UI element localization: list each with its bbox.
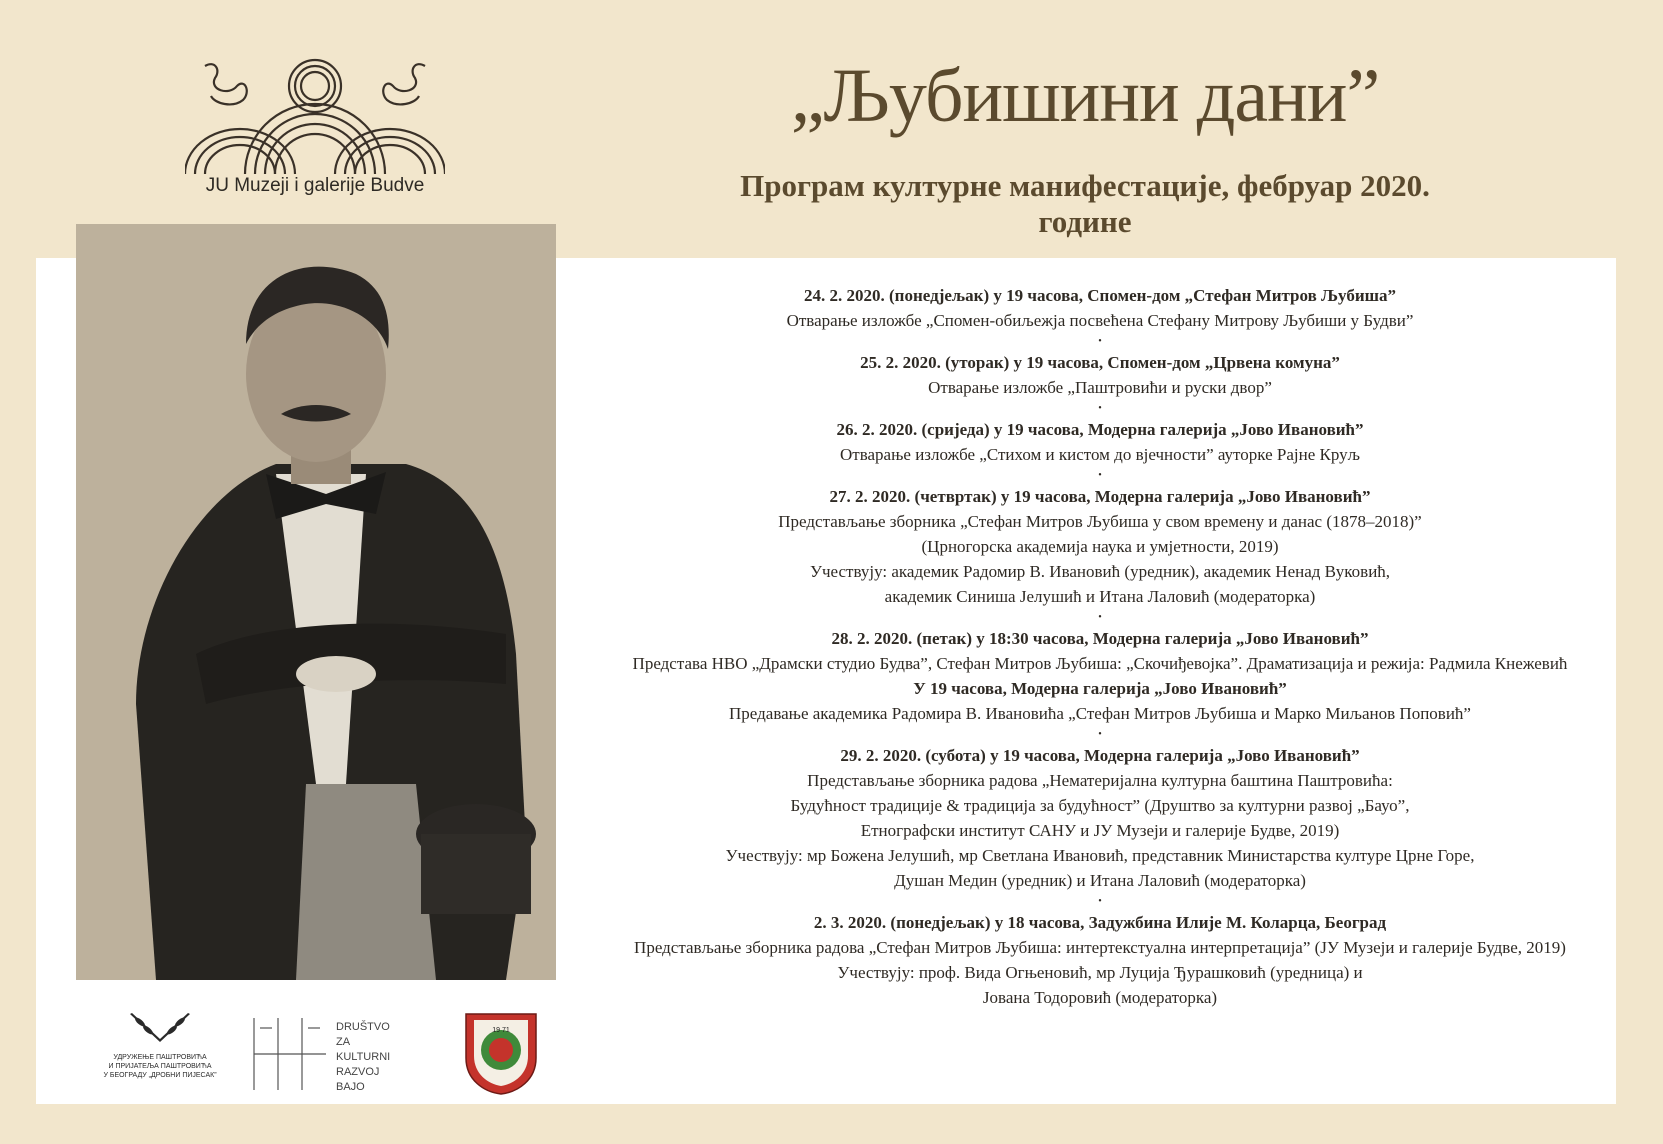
sponsor-text: BAJO bbox=[336, 1081, 365, 1093]
sponsor-text: RAZVOJ bbox=[336, 1066, 380, 1078]
event-subheading: У 19 часова, Модерна галерија „Јово Ивановић” bbox=[913, 679, 1287, 698]
event-line: Учествују: мр Божена Јелушић, мр Светлана Ивановић, представник Министарства културе Црне Горе, bbox=[725, 846, 1475, 865]
separator-dot: • bbox=[1098, 729, 1102, 740]
event-4 bbox=[600, 484, 1600, 609]
sponsor-academy-seal bbox=[458, 1010, 544, 1096]
separator-dot: • bbox=[1098, 336, 1102, 347]
event-line: академик Синиша Јелушић и Итана Лаловић (модераторка) bbox=[884, 587, 1316, 606]
event-heading: 2. 3. 2020. (понедјељак) у 18 часова, Задужбина Илије М. Коларца, Београд bbox=[813, 913, 1387, 932]
museum-name: JU Muzeji i galerije Budve bbox=[205, 175, 425, 196]
sponsor-text: ZA bbox=[336, 1036, 351, 1048]
event-6 bbox=[600, 743, 1600, 893]
event-line: Душан Медин (уредник) и Итана Лаловић (модераторка) bbox=[894, 871, 1306, 890]
separator-dot: • bbox=[1098, 896, 1102, 907]
event-heading: 29. 2. 2020. (субота) у 19 часова, Модерна галерија „Јово Ивановић” bbox=[840, 746, 1360, 765]
event-line: Отварање изложбе „Спомен-обиљежја посвећена Стефану Митрову Љубиши у Будви” bbox=[786, 311, 1414, 330]
sponsor-text: И ПРИЈАТЕЉА ПАШТРОВИЋА bbox=[108, 1063, 212, 1070]
event-line: Представљање зборника „Стефан Митров Љубиша у свом времену и данас (1878–2018)” bbox=[778, 512, 1422, 531]
event-heading: 24. 2. 2020. (понедјељак) у 19 часова, Спомен-дом „Стефан Митров Љубиша” bbox=[804, 286, 1396, 305]
event-7 bbox=[600, 910, 1600, 1010]
event-line: Етнографски институт САНУ и ЈУ Музеји и галерије Будве, 2019) bbox=[860, 821, 1340, 840]
sponsor-bajo bbox=[252, 1016, 402, 1092]
sponsor-text: УДРУЖЕЊЕ ПАШТРОВИЋА bbox=[113, 1054, 207, 1061]
page-title: „Љубишини дани” bbox=[790, 54, 1380, 138]
event-heading: 28. 2. 2020. (петак) у 18:30 часова, Модерна галерија „Јово Ивановић” bbox=[831, 629, 1369, 648]
event-heading: 25. 2. 2020. (уторак) у 19 часова, Спомен-дом „Црвена комуна” bbox=[860, 353, 1340, 372]
page-subtitle: Програм културне манифестације, фебруар 2020. године bbox=[740, 168, 1430, 239]
event-line: Представљање зборника радова „Стефан Митров Љубиша: интертекстуална интерпретација” (ЈУ Музеји и галерије Будве, 2019) bbox=[634, 938, 1566, 957]
seal-year: 19 71 bbox=[492, 1027, 510, 1034]
sponsor-text: У БЕОГРАДУ „ДРОБНИ ПИЈЕСАК” bbox=[103, 1072, 217, 1079]
event-line: Отварање изложбе „Паштровићи и руски двор” bbox=[928, 378, 1272, 397]
laurel-icon bbox=[100, 1010, 220, 1044]
event-5 bbox=[600, 626, 1600, 726]
event-line: Представа НВО „Драмски студио Будва”, Стефан Митров Љубиша: „Скочиђевојка”. Драматизација и режија: Радмила Кнежевић bbox=[632, 654, 1568, 673]
event-line: Учествују: проф. Вида Огњеновић, мр Луција Ђурашковић (уредница) и bbox=[837, 963, 1363, 982]
event-heading: 27. 2. 2020. (четвртак) у 19 часова, Модерна галерија „Јово Ивановић” bbox=[829, 487, 1371, 506]
portrait-photo bbox=[76, 224, 556, 980]
academy-seal-icon bbox=[458, 1010, 544, 1096]
event-line: Предавање академика Радомира В. Ивановића „Стефан Митров Љубиша и Марко Миљанов Поповић” bbox=[729, 704, 1471, 723]
event-1 bbox=[600, 283, 1600, 333]
event-line: Јована Тодоровић (модераторка) bbox=[982, 988, 1218, 1007]
bajo-grid-icon bbox=[252, 1016, 328, 1092]
event-line: Будућност традиције & традиција за будућност” (Друштво за културни развој „Бауо”, bbox=[790, 796, 1410, 815]
portrait-figure-icon bbox=[76, 224, 556, 980]
event-line: (Црногорска академија наука и умјетности, 2019) bbox=[921, 537, 1279, 556]
birds-arches-logo-icon bbox=[185, 56, 445, 176]
program-list bbox=[600, 283, 1600, 1010]
sponsor-association bbox=[100, 1010, 220, 1080]
event-line: Представљање зборника радова „Нематеријална културна баштина Паштровића: bbox=[807, 771, 1393, 790]
sponsor-text: KULTURNI bbox=[336, 1051, 391, 1063]
separator-dot: • bbox=[1098, 612, 1102, 623]
sponsor-text: DRUŠTVO bbox=[336, 1021, 390, 1033]
event-2 bbox=[600, 350, 1600, 400]
event-3 bbox=[600, 417, 1600, 467]
separator-dot: • bbox=[1098, 470, 1102, 481]
event-line: Отварање изложбе „Стихом и кистом до вјечности” ауторке Рајне Круљ bbox=[840, 445, 1360, 464]
event-heading: 26. 2. 2020. (сриједа) у 19 часова, Модерна галерија „Јово Ивановић” bbox=[836, 420, 1364, 439]
sponsor-logos bbox=[100, 1010, 560, 1096]
separator-dot: • bbox=[1098, 403, 1102, 414]
event-line: Учествују: академик Радомир В. Ивановић (уредник), академик Ненад Вуковић, bbox=[809, 562, 1391, 581]
